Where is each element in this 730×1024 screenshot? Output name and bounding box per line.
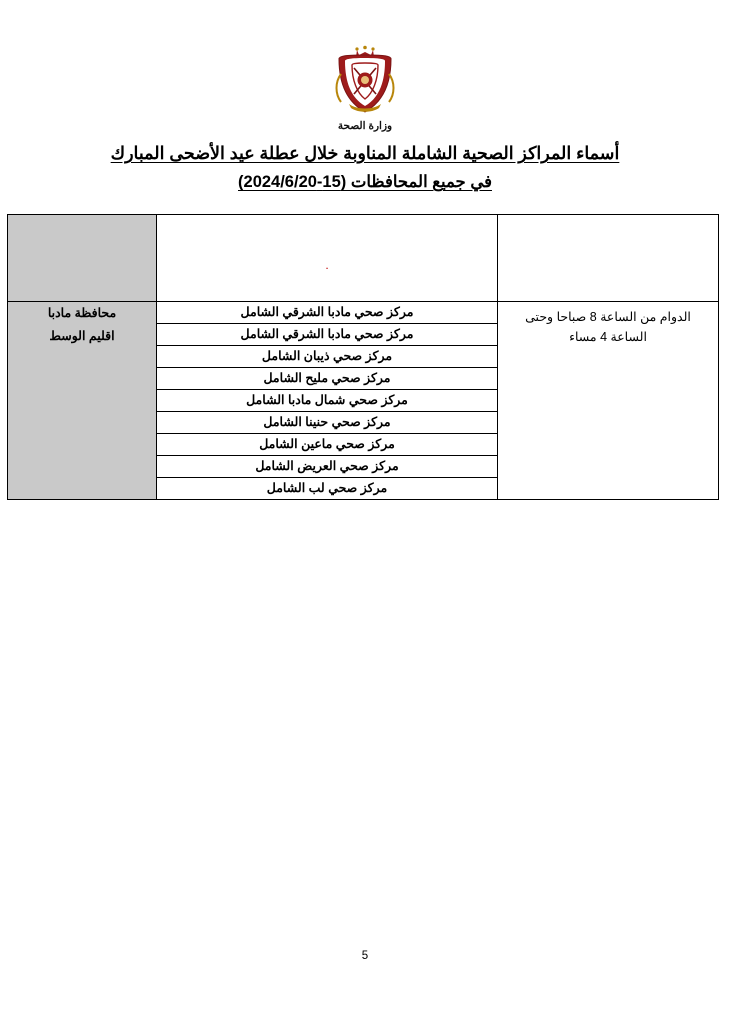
center-name: مركز صحي لب الشامل (266, 480, 388, 495)
list-item (157, 302, 497, 324)
center-name: مركز صحي مليح الشامل (157, 367, 497, 389)
center-name: مركز صحي مادبا الشرقي الشامل (157, 323, 497, 345)
center-name: مركز صحي ذيبان الشامل (157, 345, 497, 367)
list-item (157, 367, 497, 389)
document-title-line-2: في جميع المحافظات (15-2024/6/20) (238, 173, 492, 192)
list-item (157, 345, 497, 367)
governorate-region: اقليم الوسط (49, 329, 115, 344)
document-title-line-1: أسماء المراكز الصحية الشاملة المناوبة خلال عطلة عيد الأضحى المبارك (110, 143, 620, 163)
center-name: مركز صحي ماعين الشامل (157, 433, 497, 455)
table-row (8, 301, 719, 499)
list-item (157, 477, 497, 499)
list-item (157, 455, 497, 477)
table-header-row (8, 214, 719, 301)
governorate-name: محافظة مادبا (47, 305, 117, 320)
header-cell-hours (498, 214, 719, 301)
centers-sublist (157, 302, 497, 499)
centers-table (7, 214, 719, 500)
center-name: مركز صحي مادبا الشرقي الشامل (157, 302, 497, 324)
hours-text: الدوام من الساعة 8 صباحا وحتى الساعة 4 مساء (525, 309, 691, 345)
title-block (0, 140, 730, 196)
header-cell-center (157, 214, 498, 301)
center-name: مركز صحي شمال مادبا الشامل (157, 389, 497, 411)
list-item (157, 323, 497, 345)
page-number: 5 (361, 950, 369, 962)
red-marker-dot: . (325, 257, 329, 272)
jordan-coat-of-arms-icon (321, 44, 409, 118)
emblem-container (0, 0, 730, 118)
center-name: مركز صحي حنينا الشامل (157, 411, 497, 433)
cell-hours (498, 301, 719, 499)
center-name: مركز صحي العريض الشامل (157, 455, 497, 477)
ministry-label: وزارة الصحة (337, 120, 393, 132)
list-item (157, 389, 497, 411)
list-item (157, 433, 497, 455)
cell-centers (157, 301, 498, 499)
list-item (157, 411, 497, 433)
header-cell-governorate (8, 214, 157, 301)
cell-governorate (8, 301, 157, 499)
centers-table-container (11, 214, 719, 500)
